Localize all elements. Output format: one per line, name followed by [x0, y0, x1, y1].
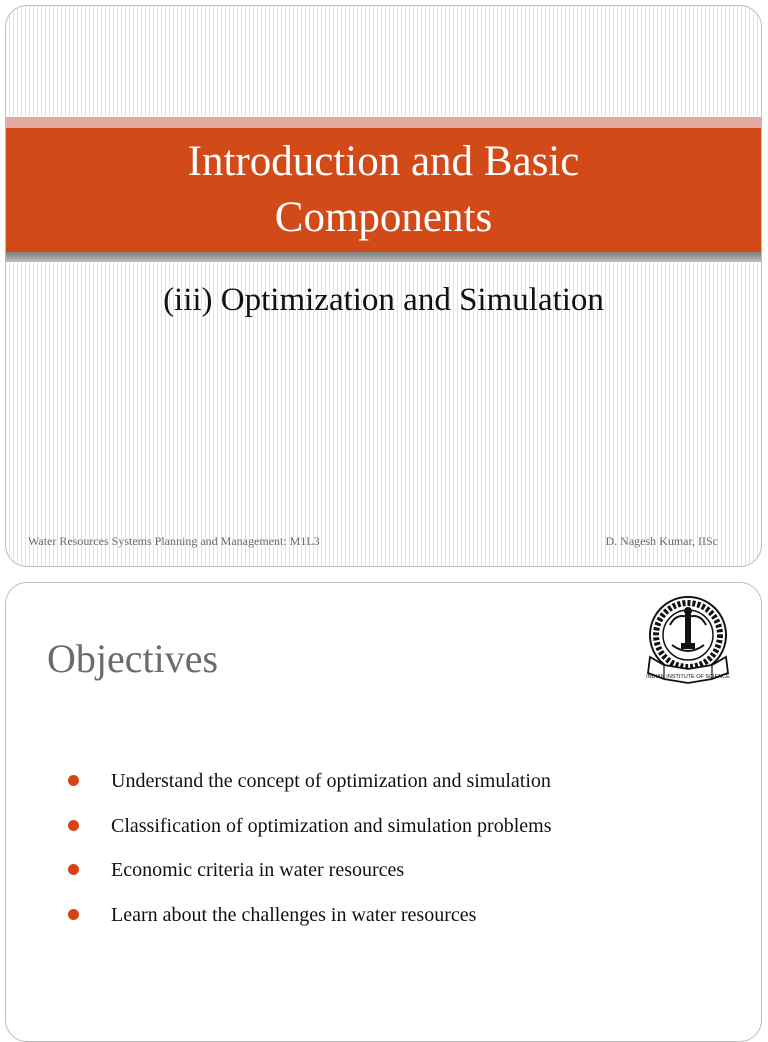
bullet-dot-icon — [68, 864, 79, 875]
slide-subtitle: (iii) Optimization and Simulation — [163, 282, 604, 318]
title-band — [6, 128, 761, 252]
title-slide — [5, 5, 762, 567]
emblem-lettering: INDIAN INSTITUTE OF SCIENCE — [646, 674, 730, 680]
objective-text: Understand the concept of optimization and simulation — [111, 770, 551, 792]
objective-text: Learn about the challenges in water resources — [111, 903, 477, 926]
slide-title-line-2: Components — [274, 194, 493, 241]
iisc-emblem-icon — [642, 595, 734, 687]
bullet-dot-icon — [68, 820, 79, 831]
list-item — [64, 858, 552, 903]
list-item — [64, 814, 552, 859]
objective-text: Classification of optimization and simulation problems — [111, 814, 552, 837]
list-item — [64, 903, 552, 948]
objectives-list — [64, 769, 552, 947]
list-item — [64, 769, 552, 814]
footer-course: Water Resources Systems Planning and Management: M1L3 — [28, 534, 320, 548]
objectives-slide — [5, 582, 762, 1042]
title-band-shadow — [6, 252, 761, 262]
slide-title-line-1: Introduction and Basic — [187, 138, 580, 185]
bullet-dot-icon — [68, 909, 79, 920]
objective-text: Economic criteria in water resources — [111, 859, 405, 881]
footer-author: D. Nagesh Kumar, IISc — [605, 534, 718, 548]
bullet-dot-icon — [68, 775, 79, 786]
objectives-title: Objectives — [47, 636, 219, 681]
title-band-top-stripe — [6, 117, 761, 128]
